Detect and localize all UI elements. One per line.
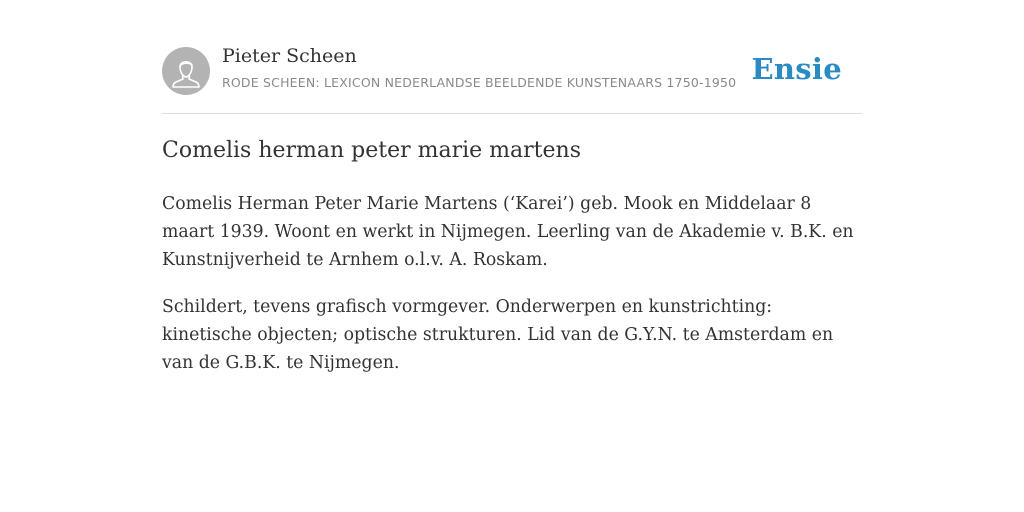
site-logo[interactable]: Ensie <box>751 52 842 86</box>
entry-card <box>162 0 862 373</box>
entry-paragraph: Comelis Herman Peter Marie Martens (‘Karei’) geb. Mook en Middelaar 8 maart 1939. Woont en werkt in Nijmegen. Leerling van de Akademie v. B.K. en Kunstnijverheid te Arnhem o.l.v. A. Roskam. <box>162 194 854 270</box>
entry-header <box>162 0 862 114</box>
user-silhouette-icon <box>162 47 210 95</box>
source-title[interactable]: RODE SCHEEN: LEXICON NEDERLANDSE BEELDENDE KUNSTENAARS 1750-1950 <box>222 75 737 90</box>
entry-title: Comelis herman peter marie martens <box>162 138 581 163</box>
author-name[interactable]: Pieter Scheen <box>222 45 357 67</box>
avatar[interactable] <box>162 47 210 95</box>
entry-paragraph: Schildert, tevens grafisch vormgever. Onderwerpen en kunstrichting: kinetische objecten; optische strukturen. Lid van de G.Y.N. te Amsterdam en van de G.B.K. te Nijmegen. <box>162 297 834 373</box>
